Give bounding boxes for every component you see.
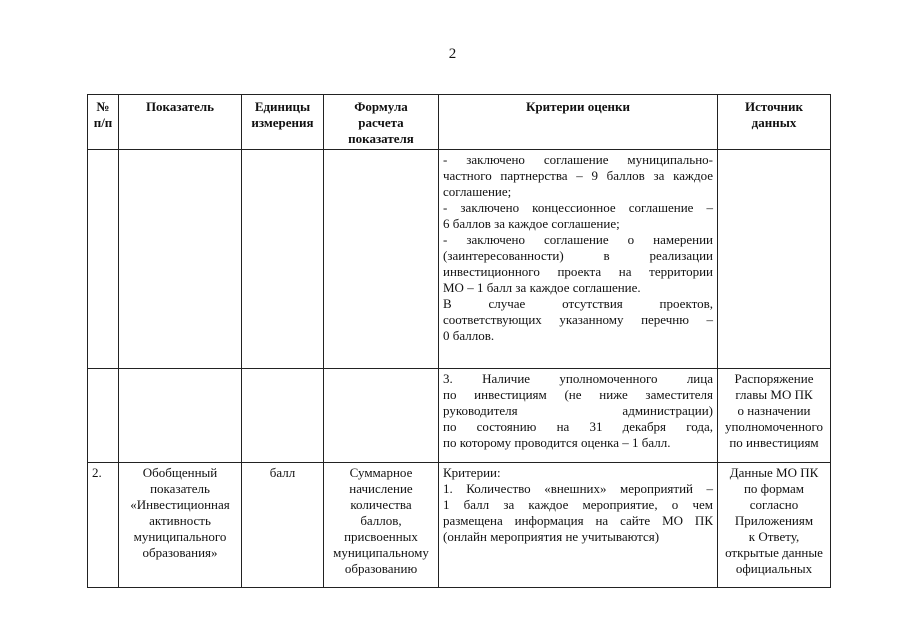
cell-units: балл: [242, 463, 324, 588]
cell-units: [242, 369, 324, 463]
cell-indicator: [119, 150, 242, 369]
cell-num: 2.: [88, 463, 119, 588]
criteria-table: [87, 94, 831, 588]
cell-indicator: Обобщенный показатель «Инвестиционная активность муниципального образования»: [119, 463, 242, 588]
cell-formula: [324, 369, 439, 463]
header-source: Источник данных: [718, 95, 831, 150]
cell-num: [88, 369, 119, 463]
header-criteria: Критерии оценки: [439, 95, 718, 150]
header-formula: Формула расчета показателя: [324, 95, 439, 150]
table-row: [88, 369, 831, 463]
header-units: Единицы измерения: [242, 95, 324, 150]
cell-indicator: [119, 369, 242, 463]
cell-formula: [324, 150, 439, 369]
table-row: [88, 463, 831, 588]
header-indicator: Показатель: [119, 95, 242, 150]
cell-criteria: - заключено соглашение муниципально- частного партнерства – 9 баллов за каждое соглашение; - заключено концессионное соглашение – 6 баллов за каждое соглашение; - заключено соглашение о намерении (заинтересованности) в реализации инвестиционного проекта на территории МО – 1 балл за каждое соглашение. В случае отсутствия проектов, соответствующих указанному перечню – 0 баллов.: [439, 150, 718, 369]
table-row: [88, 150, 831, 369]
cell-formula: Суммарное начисление количества баллов, присвоенных муниципальному образованию: [324, 463, 439, 588]
header-num: № п/п: [88, 95, 119, 150]
cell-criteria: Критерии: 1. Количество «внешних» мероприятий – 1 балл за каждое мероприятие, о чем размещена информация на сайте МО ПК (онлайн мероприятия не учитываются): [439, 463, 718, 588]
cell-criteria: 3. Наличие уполномоченного лица по инвестициям (не ниже заместителя руководителя администрации) по состоянию на 31 декабря года, по которому проводится оценка – 1 балл.: [439, 369, 718, 463]
cell-units: [242, 150, 324, 369]
cell-source: [718, 150, 831, 369]
cell-num: [88, 150, 119, 369]
cell-source: Данные МО ПК по формам согласно Приложениям к Ответу, открытые данные официальных: [718, 463, 831, 588]
cell-source: Распоряжение главы МО ПК о назначении уполномоченного по инвестициям: [718, 369, 831, 463]
table-header-row: [88, 95, 831, 150]
page-number: 2: [448, 46, 457, 62]
